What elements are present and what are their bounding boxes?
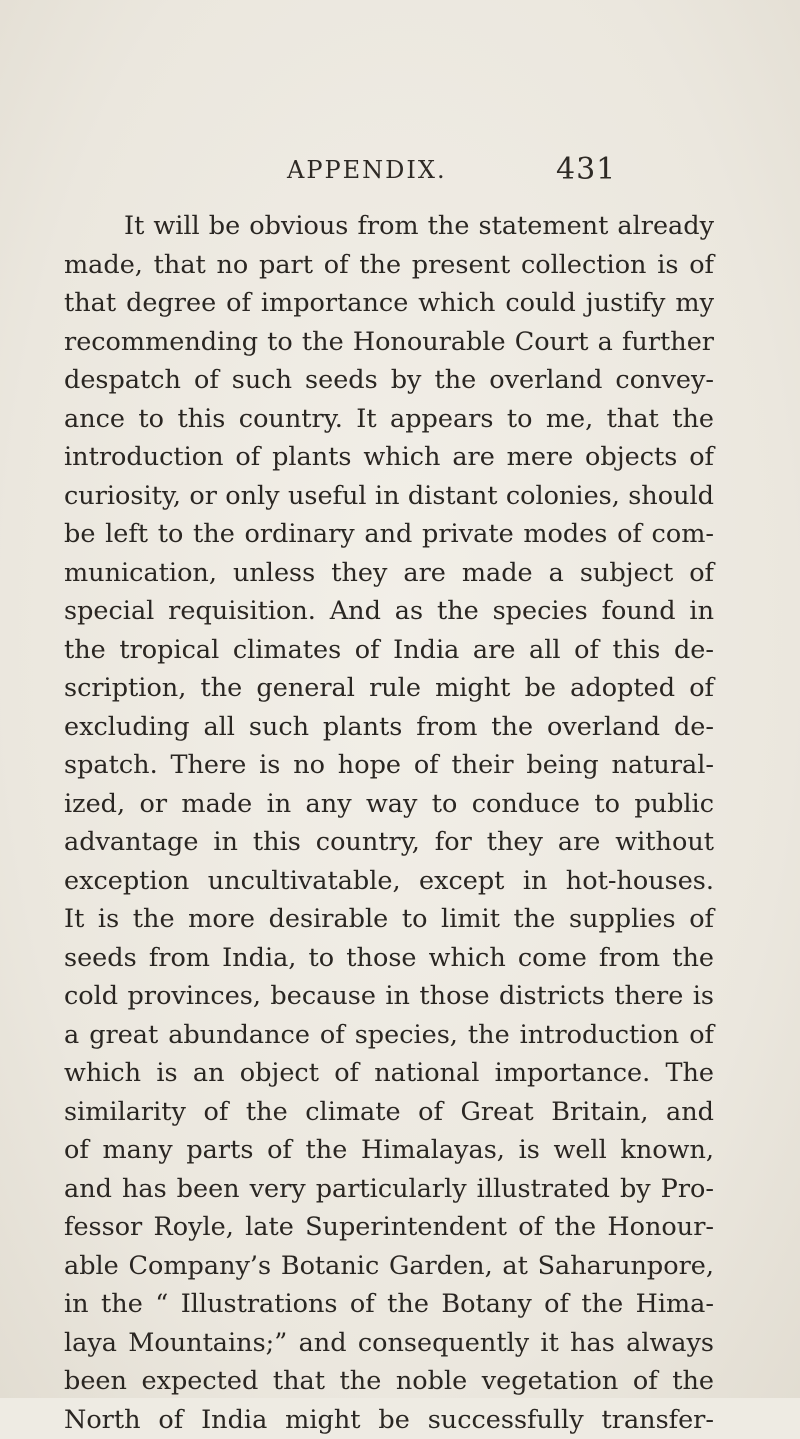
text-line: of many parts of the Himalayas, is well known, bbox=[64, 1131, 714, 1170]
text-line: similarity of the climate of Great Britain, and bbox=[64, 1093, 714, 1132]
text-line: spatch. There is no hope of their being natural- bbox=[64, 746, 714, 785]
text-line: advantage in this country, for they are without bbox=[64, 823, 714, 862]
text-line: curiosity, or only useful in distant colonies, should bbox=[64, 477, 714, 516]
text-line: exception uncultivatable, except in hot-houses. bbox=[64, 862, 714, 901]
text-line: ized, or made in any way to conduce to public bbox=[64, 785, 714, 824]
text-line: munication, unless they are made a subject of bbox=[64, 554, 714, 593]
running-head: APPENDIX. bbox=[287, 156, 447, 184]
page-number: 431 bbox=[556, 152, 616, 187]
text-line: the tropical climates of India are all of this de- bbox=[64, 631, 714, 670]
text-line: that degree of importance which could justify my bbox=[64, 284, 714, 323]
text-line: which is an object of national importance. The bbox=[64, 1054, 714, 1093]
text-line: introduction of plants which are mere objects of bbox=[64, 438, 714, 477]
text-line: and has been very particularly illustrated by Pro- bbox=[64, 1170, 714, 1209]
text-line: scription, the general rule might be adopted of bbox=[64, 669, 714, 708]
text-line: despatch of such seeds by the overland convey- bbox=[64, 361, 714, 400]
text-line: made, that no part of the present collection is of bbox=[64, 246, 714, 285]
text-line: a great abundance of species, the introduction of bbox=[64, 1016, 714, 1055]
text-line: fessor Royle, late Superintendent of the Honour- bbox=[64, 1208, 714, 1247]
text-line: been expected that the noble vegetation of the bbox=[64, 1362, 714, 1401]
text-line: recommending to the Honourable Court a further bbox=[64, 323, 714, 362]
text-line: ance to this country. It appears to me, that the bbox=[64, 400, 714, 439]
text-line: It will be obvious from the statement already bbox=[64, 207, 714, 246]
text-line: excluding all such plants from the overland de- bbox=[64, 708, 714, 747]
text-line: be left to the ordinary and private modes of com- bbox=[64, 515, 714, 554]
text-line: seeds from India, to those which come from the bbox=[64, 939, 714, 978]
text-line: special requisition. And as the species found in bbox=[64, 592, 714, 631]
text-line: in the “ Illustrations of the Botany of the Hima- bbox=[64, 1285, 714, 1324]
text-line: able Company’s Botanic Garden, at Saharunpore, bbox=[64, 1247, 714, 1286]
text-line: It is the more desirable to limit the supplies of bbox=[64, 900, 714, 939]
body-paragraph bbox=[64, 207, 714, 1439]
text-line: cold provinces, because in those districts there is bbox=[64, 977, 714, 1016]
text-line: North of India might be successfully transfer- bbox=[64, 1401, 714, 1439]
text-line: laya Mountains;” and consequently it has always bbox=[64, 1324, 714, 1363]
page-header bbox=[0, 152, 800, 192]
